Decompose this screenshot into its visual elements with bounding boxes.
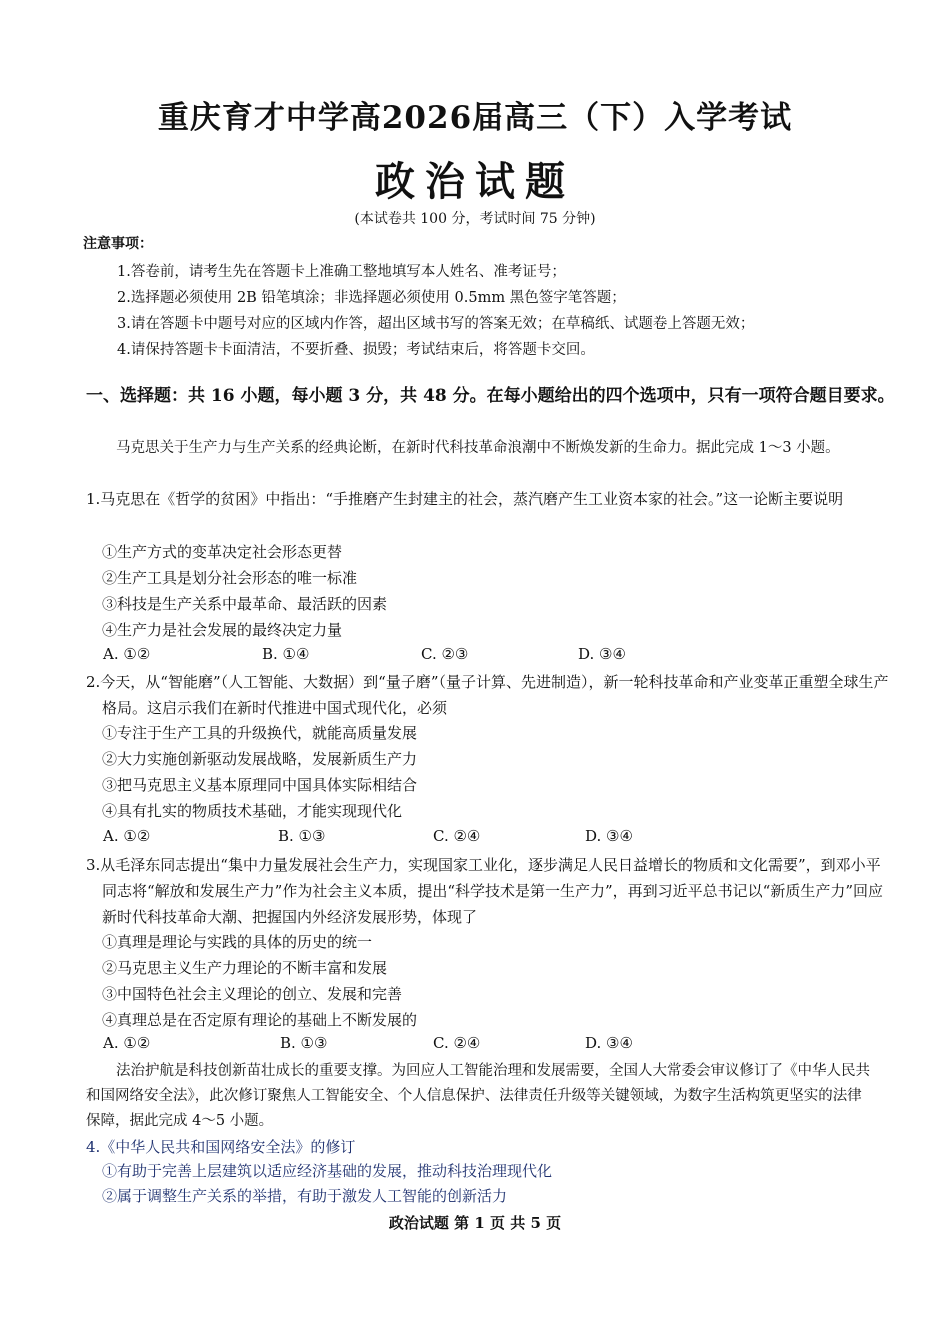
question-2-option: ②大力实施创新驱动发展战略，发展新质生产力 xyxy=(102,750,418,768)
question-1-option: ②生产工具是划分社会形态的唯一标准 xyxy=(102,569,358,587)
question-3-option: ③中国特色社会主义理论的创立、发展和完善 xyxy=(102,985,403,1003)
question-3-choice-c: C. ②④ xyxy=(433,1034,481,1052)
question-1-choice-b: B. ①④ xyxy=(262,645,310,663)
question-1-choice-a: A. ①② xyxy=(103,645,151,663)
question-2-choice-b: B. ①③ xyxy=(278,827,326,845)
question-3-option: ②马克思主义生产力理论的不断丰富和发展 xyxy=(102,959,388,977)
note-item: 1.答卷前，请考生先在答题卡上准确工整地填写本人姓名、准考证号； xyxy=(117,264,566,280)
question-1-option: ①生产方式的变革决定社会形态更替 xyxy=(102,543,343,561)
question-4-option: ②属于调整生产关系的举措，有助于激发人工智能的创新活力 xyxy=(102,1187,508,1205)
exam-subtitle: 政治试题 xyxy=(375,158,575,205)
question-3-option: ④真理总是在否定原有理论的基础上不断发展的 xyxy=(102,1011,418,1029)
section-heading: 一、选择题：共 16 小题，每小题 3 分，共 48 分。在每小题给出的四个选项中，只有一项符合题目要求。 xyxy=(86,386,895,406)
question-3-choice-d: D. ③④ xyxy=(585,1034,633,1052)
question-2-option: ④具有扎实的物质技术基础，才能实现现代化 xyxy=(102,802,403,820)
material-1: 马克思关于生产力与生产关系的经典论断，在新时代科技革命浪潮中不断焕发新的生命力。据此完成 1～3 小题。 xyxy=(116,440,840,456)
exam-title: 重庆育才中学高2026届高三（下）入学考试 xyxy=(157,100,793,136)
question-3-choice-a: A. ①② xyxy=(103,1034,151,1052)
question-2-choice-c: C. ②④ xyxy=(433,827,481,845)
question-1-choice-c: C. ②③ xyxy=(421,645,469,663)
question-3-stem: 3.从毛泽东同志提出“集中力量发展社会生产力，实现国家工业化，逐步满足人民日益增长的物质和文化需要”，到邓小平同志将“解放和发展生产力”作为社会主义本质，提出“科学技术是第一生产力”，再到习近平总书记以“新质生产力”回应新时代科技革命大潮、把握国内外经济发展形势，体现了 xyxy=(86,856,884,926)
material-2: 法治护航是科技创新苗壮成长的重要支撑。为回应人工智能治理和发展需要，全国人大常委会审议修订了《中华人民共和国网络安全法》，此次修订聚焦人工智能安全、个人信息保护、法律责任升级等关键领域，为数字生活构筑更坚实的法律保障，据此完成 4～5 小题。 xyxy=(86,1063,870,1129)
question-1-choice-d: D. ③④ xyxy=(578,645,626,663)
question-4-option: ①有助于完善上层建筑以适应经济基础的发展，推动科技治理现代化 xyxy=(102,1162,553,1180)
question-1-option: ④生产力是社会发展的最终决定力量 xyxy=(102,621,343,639)
notes-title: 注意事项： xyxy=(83,236,153,252)
question-3-choice-b: B. ①③ xyxy=(280,1034,328,1052)
question-2-stem: 2.今天，从“智能磨”（人工智能、大数据）到“量子磨”（量子计算、先进制造），新一轮科技革命和产业变革正重塑全球生产格局。这启示我们在新时代推进中国式现代化，必须 xyxy=(86,673,889,717)
question-2-option: ③把马克思主义基本原理同中国具体实际相结合 xyxy=(102,776,418,794)
note-item: 2.选择题必须使用 2B 铅笔填涂；非选择题必须使用 0.5mm 黑色签字笔答题； xyxy=(117,290,626,306)
note-item: 3.请在答题卡中题号对应的区域内作答，超出区域书写的答案无效；在草稿纸、试题卷上答题无效； xyxy=(117,316,755,332)
question-2-choice-a: A. ①② xyxy=(103,827,151,845)
question-2-choice-d: D. ③④ xyxy=(585,827,633,845)
question-3-option: ①真理是理论与实践的具体的历史的统一 xyxy=(102,933,373,951)
question-2-option: ①专注于生产工具的升级换代，就能高质量发展 xyxy=(102,724,418,742)
note-item: 4.请保持答题卡卡面清洁，不要折叠、损毁；考试结束后，将答题卡交回。 xyxy=(117,342,595,358)
exam-meta: (本试卷共 100 分，考试时间 75 分钟) xyxy=(354,211,596,227)
question-1-stem: 1.马克思在《哲学的贫困》中指出：“手推磨产生封建主的社会，蒸汽磨产生工业资本家的社会。”这一论断主要说明 xyxy=(86,490,844,508)
question-1-option: ③科技是生产关系中最革命、最活跃的因素 xyxy=(102,595,388,613)
page-footer: 政治试题 第 1 页 共 5 页 xyxy=(388,1214,562,1232)
question-4-stem: 4.《中华人民共和国网络安全法》的修订 xyxy=(86,1138,356,1156)
